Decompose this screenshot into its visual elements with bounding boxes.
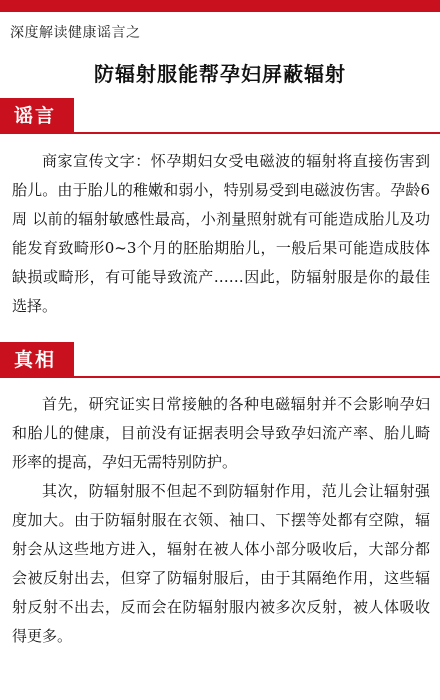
truth-paragraph-1: 首先，研究证实日常接触的各种电磁辐射并不会影响孕妇和胎儿的健康，目前没有证据表明会导致孕妇流产率、胎儿畸形率的提高，孕妇无需特别防护。 [12,395,430,471]
truth-divider [74,376,440,378]
rumor-paragraph: 商家宣传文字：怀孕期妇女受电磁波的辐射将直接伤害到胎儿。由于胎儿的稚嫩和弱小，特别易受到电磁波伤害。孕龄6周 以前的辐射敏感性最高，小剂量照射就有可能造成胎儿及功能发育致畸形0~3个月的胚胎期胎儿，一般后果可能造成肢体缺损或畸形，有可能导致流产……因此，防辐射服是你的最佳选择。 [12,152,430,315]
truth-paragraph-2: 其次，防辐射服不但起不到防辐射作用，范儿会让辐射强度加大。由于防辐射服在衣领、袖口、下摆等处都有空隙，辐射会从这些地方进入，辐射在被人体小部分吸收后，大部分都会被反射出去，但穿了防辐射服后，由于其隔绝作用，这些辐射反射不出去，反而会在防辐射服内被多次反射，被人体吸收得更多。 [12,482,430,645]
rumor-tab: 谣言 [0,98,74,134]
truth-tab: 真相 [0,342,74,378]
top-accent-bar [0,0,440,12]
rumor-section-header [0,98,440,134]
series-label: 深度解读健康谣言之 [10,25,141,41]
rumor-divider [74,132,440,134]
truth-section-header [0,342,440,378]
page-title: 防辐射服能帮孕妇屏蔽辐射 [94,62,346,86]
